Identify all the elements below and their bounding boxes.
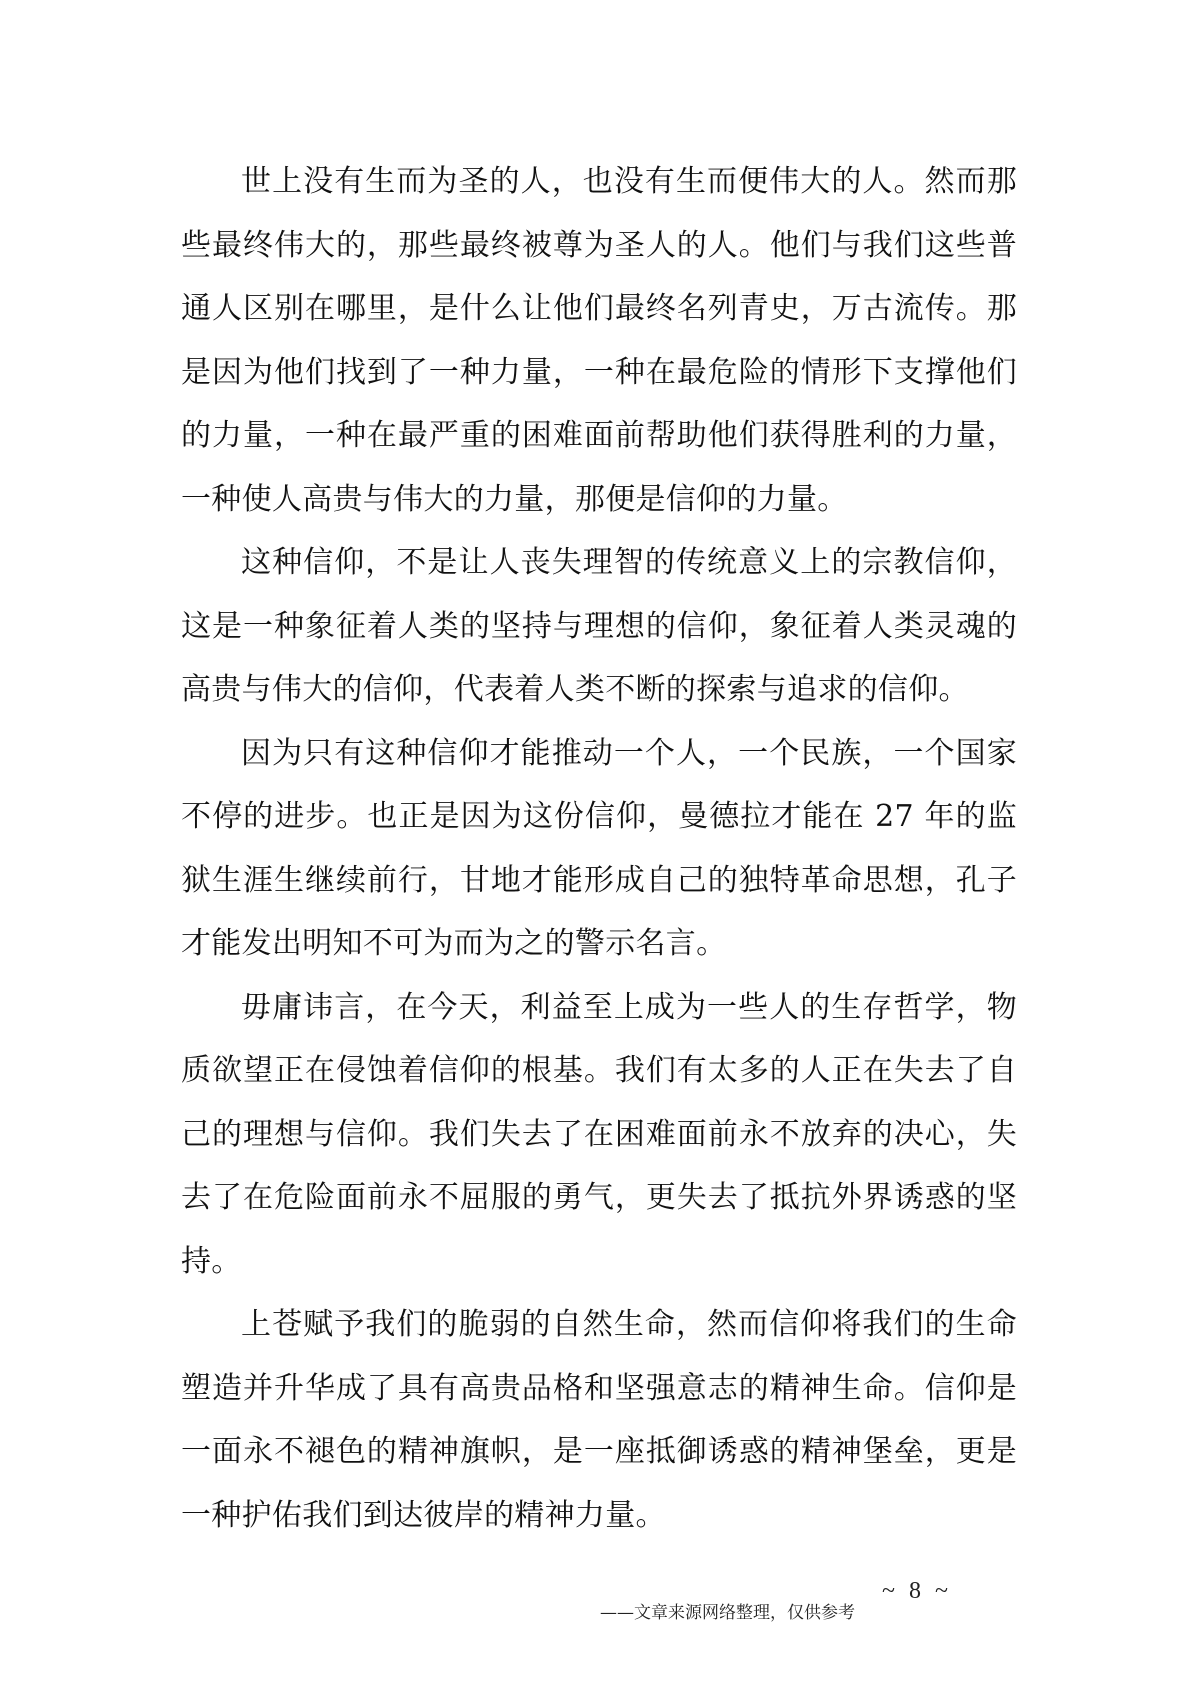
paragraph: 上苍赋予我们的脆弱的自然生命，然而信仰将我们的生命塑造并升华成了具有高贵品格和坚强意志的精神生命。信仰是一面永不褪色的精神旗帜，是一座抵御诱惑的精神堡垒，更是一种护佑我们到达彼岸的精神力量。 xyxy=(181,1307,1017,1533)
paragraph: 世上没有生而为圣的人，也没有生而便伟大的人。然而那些最终伟大的，那些最终被尊为圣人的人。他们与我们这些普通人区别在哪里，是什么让他们最终名列青史，万古流传。那是因为他们找到了一种力量，一种在最危险的情形下支撑他们的力量，一种在最严重的困难面前帮助他们获得胜利的力量，一种使人高贵与伟大的力量，那便是信仰的力量。 xyxy=(181,164,1017,517)
article-body xyxy=(181,150,1017,1547)
page-number: ~ 8 ~ xyxy=(882,1578,952,1604)
paragraph: 这种信仰，不是让人丧失理智的传统意义上的宗教信仰，这是一种象征着人类的坚持与理想的信仰，象征着人类灵魂的高贵与伟大的信仰，代表着人类不断的探索与追求的信仰。 xyxy=(181,545,1017,707)
paragraph: 毋庸讳言，在今天，利益至上成为一些人的生存哲学，物质欲望正在侵蚀着信仰的根基。我们有太多的人正在失去了自己的理想与信仰。我们失去了在困难面前永不放弃的决心，失去了在危险面前永不屈服的勇气，更失去了抵抗外界诱惑的坚持。 xyxy=(181,989,1017,1279)
source-note: ——文章来源网络整理，仅供参考 xyxy=(600,1603,855,1623)
paragraph: 因为只有这种信仰才能推动一个人，一个民族，一个国家不停的进步。也正是因为这份信仰，曼德拉才能在 27 年的监狱生涯生继续前行，甘地才能形成自己的独特革命思想，孔子才能发出明知不可为而为之的警示名言。 xyxy=(181,735,1017,961)
page-footer xyxy=(600,1578,1000,1623)
